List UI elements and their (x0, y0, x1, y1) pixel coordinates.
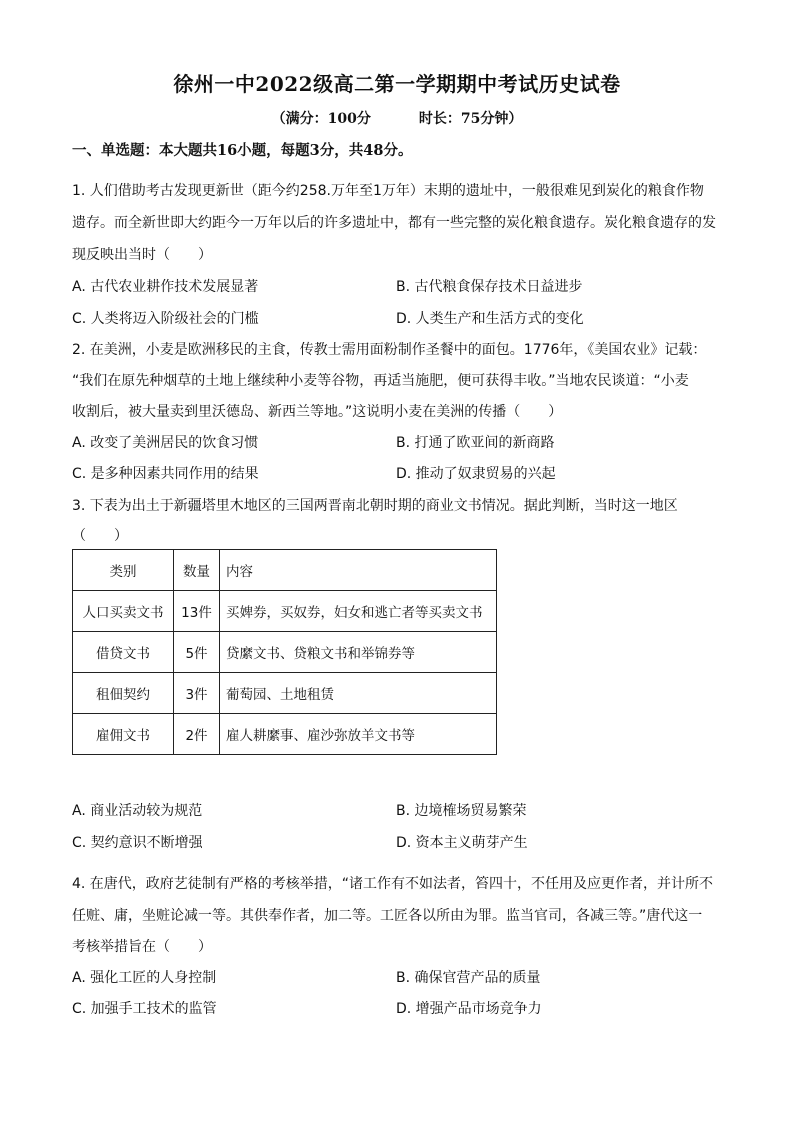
q3-option-c: C. 契约意识不断增强 (72, 835, 203, 851)
documents-table (72, 549, 497, 755)
q4-option-a: A. 强化工匠的人身控制 (72, 970, 217, 986)
header-category: 类别 (73, 550, 174, 591)
cell-content: 雇人耕縻事、雇沙弥放羊文书等 (220, 714, 497, 755)
cell-content: 葡萄园、土地租赁 (220, 673, 497, 714)
q4-option-c: C. 加强手工技术的监管 (72, 1001, 217, 1017)
exam-title: 徐州一中2022级高二第一学期期中考试历史试卷 (173, 72, 621, 96)
cell-content: 买婢券，买奴券，妇女和逃亡者等买卖文书 (220, 591, 497, 632)
cell-quantity: 3件 (174, 673, 220, 714)
score-info: （满分：100分 (271, 111, 371, 127)
q2-line-1: 2. 在美洲，小麦是欧洲移民的主食，传教士需用面粉制作圣餐中的面包。1776年，《美国农业》记载： (72, 342, 707, 358)
q4-option-d: D. 增强产品市场竞争力 (396, 1001, 542, 1017)
q3-line-1: 3. 下表为出土于新疆塔里木地区的三国两晋南北朝时期的商业文书情况。据此判断，当时这一地区 (72, 498, 678, 514)
q2-line-3: 收割后，被大量卖到里沃德岛、新西兰等地。”这说明小麦在美洲的传播（ ） (72, 404, 563, 420)
table-row (73, 632, 497, 673)
q2-option-b: B. 打通了欧亚间的新商路 (396, 435, 555, 451)
cell-category: 人口买卖文书 (73, 591, 174, 632)
cell-quantity: 5件 (174, 632, 220, 673)
q2-option-d: D. 推动了奴隶贸易的兴起 (396, 466, 556, 482)
header-quantity: 数量 (174, 550, 220, 591)
q1-line-2: 遗存。而全新世即大约距今一万年以后的许多遗址中，都有一些完整的炭化粮食遗存。炭化粮食遗存的发 (72, 215, 716, 231)
table-row (73, 714, 497, 755)
cell-category: 雇佣文书 (73, 714, 174, 755)
q2-line-2: “我们在原先种烟草的土地上继续种小麦等谷物，再适当施肥，便可获得丰收。”当地农民谈道：“小麦 (72, 373, 689, 389)
q3-option-d: D. 资本主义萌芽产生 (396, 835, 528, 851)
q4-line-2: 任赃、庸，坐赃论减一等。其供奉作者，加二等。工匠各以所由为罪。监当官司，各减三等。”唐代这一 (72, 908, 703, 924)
q1-option-d: D. 人类生产和生活方式的变化 (396, 311, 584, 327)
time-info: 时长：75分钟） (418, 111, 523, 127)
cell-quantity: 13件 (174, 591, 220, 632)
q3-line-2: （ ） (72, 528, 128, 544)
q1-option-b: B. 古代粮食保存技术日益进步 (396, 279, 583, 295)
exam-subtitle (0, 108, 794, 128)
section-heading: 一、单选题：本大题共16小题，每题3分，共48分。 (72, 142, 413, 159)
q1-option-a: A. 古代农业耕作技术发展显著 (72, 279, 259, 295)
q1-option-c: C. 人类将迈入阶级社会的门槛 (72, 311, 259, 327)
table-row (73, 673, 497, 714)
q2-option-c: C. 是多种因素共同作用的结果 (72, 466, 259, 482)
q4-line-3: 考核举措旨在（ ） (72, 939, 212, 955)
table-row (73, 591, 497, 632)
cell-category: 租佃契约 (73, 673, 174, 714)
cell-content: 贷縻文书、贷粮文书和举锦券等 (220, 632, 497, 673)
q1-line-3: 现反映出当时（ ） (72, 247, 212, 263)
q2-option-a: A. 改变了美洲居民的饮食习惯 (72, 435, 259, 451)
q4-option-b: B. 确保官营产品的质量 (396, 970, 541, 986)
q3-option-b: B. 边境榷场贸易繁荣 (396, 803, 527, 819)
q4-line-1: 4. 在唐代，政府艺徒制有严格的考核举措，“诸工作有不如法者，笞四十，不任用及应更作者，并计所不 (72, 876, 714, 892)
header-content: 内容 (220, 550, 497, 591)
q3-option-a: A. 商业活动较为规范 (72, 803, 203, 819)
cell-quantity: 2件 (174, 714, 220, 755)
q1-line-1: 1. 人们借助考古发现更新世（距今约258.万年至1万年）末期的遗址中，一般很难见到炭化的粮食作物 (72, 183, 704, 199)
cell-category: 借贷文书 (73, 632, 174, 673)
table-header-row (73, 550, 497, 591)
